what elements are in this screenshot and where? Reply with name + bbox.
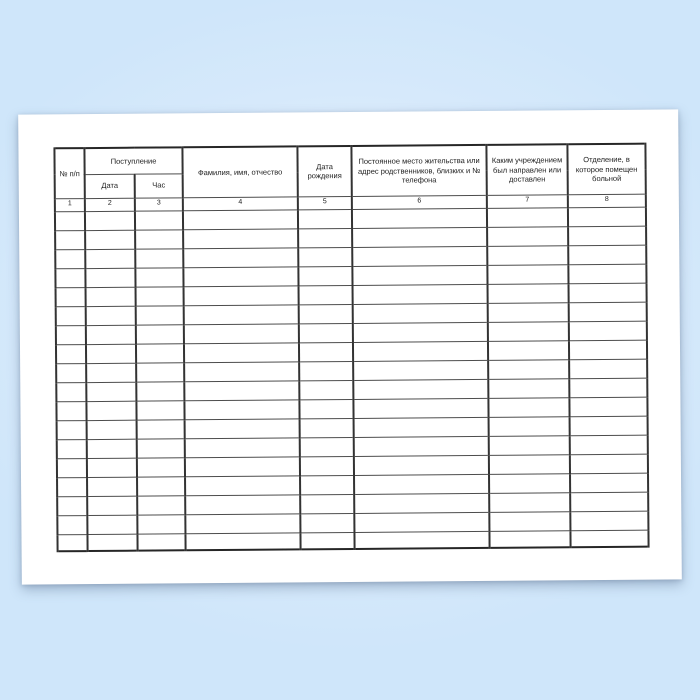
- body-cell: [298, 266, 352, 285]
- column-number: 4: [183, 196, 298, 210]
- body-cell: [299, 380, 353, 399]
- body-cell: [353, 303, 488, 323]
- body-cell: [135, 229, 183, 248]
- body-cell: [136, 286, 184, 305]
- body-cell: [352, 246, 487, 266]
- body-cell: [87, 439, 137, 458]
- body-cell: [86, 382, 136, 401]
- body-cell: [185, 513, 300, 533]
- body-cell: [137, 514, 185, 533]
- body-cell: [299, 285, 353, 304]
- body-cell: [87, 477, 137, 496]
- body-cell: [57, 515, 87, 534]
- body-cell: [85, 268, 135, 287]
- body-cell: [137, 495, 185, 514]
- body-cell: [183, 247, 298, 267]
- body-cell: [137, 476, 185, 495]
- body-cell: [86, 401, 136, 420]
- body-cell: [135, 267, 183, 286]
- body-cell: [300, 532, 354, 549]
- body-cell: [300, 437, 354, 456]
- column-number: 8: [568, 194, 646, 208]
- body-cell: [352, 265, 487, 285]
- body-cell: [568, 207, 646, 227]
- body-cell: [56, 325, 86, 344]
- body-cell: [87, 458, 137, 477]
- header-group-admission: Поступление: [84, 147, 182, 174]
- body-cell: [300, 475, 354, 494]
- body-cell: [299, 399, 353, 418]
- body-cell: [183, 209, 298, 229]
- body-cell: [300, 494, 354, 513]
- column-number: 2: [85, 198, 135, 211]
- column-number: 6: [352, 195, 487, 209]
- body-cell: [488, 321, 569, 341]
- body-cell: [487, 245, 568, 265]
- body-cell: [488, 397, 569, 417]
- body-cell: [353, 360, 488, 380]
- body-cell: [568, 264, 646, 284]
- body-cell: [488, 378, 569, 398]
- body-cell: [487, 226, 568, 246]
- header-admission-date: Дата: [85, 174, 135, 198]
- body-cell: [354, 417, 489, 437]
- body-cell: [489, 473, 570, 493]
- body-cell: [354, 455, 489, 475]
- body-cell: [353, 341, 488, 361]
- body-cell: [489, 454, 570, 474]
- column-number: 1: [55, 198, 85, 211]
- body-cell: [87, 515, 137, 534]
- body-cell: [299, 323, 353, 342]
- body-cell: [298, 247, 352, 266]
- body-row: [57, 530, 648, 552]
- body-cell: [300, 456, 354, 475]
- column-number: 7: [487, 194, 568, 208]
- body-cell: [298, 228, 352, 247]
- body-cell: [56, 344, 86, 363]
- header-admission-hour: Час: [135, 173, 183, 197]
- body-cell: [298, 209, 352, 228]
- body-cell: [354, 512, 489, 532]
- body-cell: [86, 344, 136, 363]
- body-cell: [568, 226, 646, 246]
- body-cell: [185, 475, 300, 495]
- body-cell: [352, 227, 487, 247]
- body-cell: [185, 456, 300, 476]
- body-cell: [86, 306, 136, 325]
- body-cell: [57, 534, 87, 551]
- body-cell: [300, 418, 354, 437]
- body-cell: [137, 419, 185, 438]
- body-cell: [570, 454, 648, 474]
- body-cell: [569, 378, 647, 398]
- body-cell: [185, 418, 300, 438]
- body-cell: [354, 531, 489, 549]
- body-cell: [86, 287, 136, 306]
- body-cell: [354, 474, 489, 494]
- body-cell: [353, 398, 488, 418]
- body-cell: [488, 359, 569, 379]
- body-cell: [488, 302, 569, 322]
- body-cell: [56, 401, 86, 420]
- body-cell: [135, 210, 183, 229]
- body-cell: [136, 400, 184, 419]
- body-cell: [569, 321, 647, 341]
- body-cell: [354, 436, 489, 456]
- body-cell: [56, 382, 86, 401]
- body-cell: [184, 323, 299, 343]
- body-cell: [184, 304, 299, 324]
- body-cell: [85, 249, 135, 268]
- column-number: 5: [298, 196, 352, 209]
- body-cell: [488, 283, 569, 303]
- body-cell: [569, 302, 647, 322]
- header-address: Постоянное место жительства или адрес родственников, близких и № телефона: [351, 145, 486, 196]
- body-cell: [570, 511, 648, 531]
- table-header: [54, 144, 645, 212]
- body-cell: [299, 304, 353, 323]
- body-cell: [183, 266, 298, 286]
- body-cell: [184, 399, 299, 419]
- body-cell: [569, 340, 647, 360]
- body-cell: [569, 359, 647, 379]
- body-cell: [87, 420, 137, 439]
- body-cell: [56, 306, 86, 325]
- body-cell: [55, 268, 85, 287]
- header-serial-number: № п/п: [54, 148, 84, 198]
- body-cell: [57, 420, 87, 439]
- body-cell: [85, 230, 135, 249]
- body-cell: [55, 230, 85, 249]
- body-cell: [353, 379, 488, 399]
- body-cell: [86, 325, 136, 344]
- header-referring-institution: Каким учреждением был направлен или доставлен: [486, 144, 567, 195]
- body-cell: [488, 340, 569, 360]
- body-cell: [55, 211, 85, 230]
- body-cell: [487, 264, 568, 284]
- body-cell: [136, 343, 184, 362]
- body-cell: [299, 361, 353, 380]
- body-cell: [183, 228, 298, 248]
- body-cell: [568, 245, 646, 265]
- header-full-name: Фамилия, имя, отчество: [182, 146, 297, 197]
- body-cell: [185, 437, 300, 457]
- column-number: 3: [135, 197, 183, 210]
- body-cell: [86, 363, 136, 382]
- body-cell: [353, 284, 488, 304]
- body-cell: [570, 435, 648, 455]
- header-birth-date: Дата рождения: [297, 146, 351, 196]
- body-cell: [137, 457, 185, 476]
- body-cell: [184, 285, 299, 305]
- body-cell: [489, 511, 570, 531]
- body-cell: [85, 211, 135, 230]
- body-cell: [185, 532, 300, 550]
- body-cell: [489, 530, 570, 548]
- body-cell: [352, 208, 487, 228]
- body-cell: [487, 207, 568, 227]
- body-cell: [489, 435, 570, 455]
- body-cell: [569, 283, 647, 303]
- body-cell: [570, 492, 648, 512]
- body-cell: [136, 324, 184, 343]
- header-department: Отделение, в которое помещен больной: [567, 144, 645, 195]
- body-cell: [87, 496, 137, 515]
- body-cell: [185, 494, 300, 514]
- body-cell: [56, 363, 86, 382]
- body-cell: [570, 416, 648, 436]
- body-cell: [87, 534, 137, 551]
- body-cell: [184, 342, 299, 362]
- body-cell: [489, 492, 570, 512]
- body-cell: [136, 362, 184, 381]
- table-body: [55, 207, 649, 552]
- body-cell: [136, 305, 184, 324]
- body-cell: [57, 496, 87, 515]
- body-cell: [299, 342, 353, 361]
- body-cell: [57, 458, 87, 477]
- body-cell: [135, 248, 183, 267]
- body-cell: [353, 322, 488, 342]
- body-cell: [57, 439, 87, 458]
- body-cell: [137, 438, 185, 457]
- body-cell: [184, 361, 299, 381]
- body-cell: [57, 477, 87, 496]
- body-cell: [137, 533, 185, 550]
- body-cell: [354, 493, 489, 513]
- body-cell: [300, 513, 354, 532]
- admission-register-table: [53, 143, 649, 553]
- body-cell: [569, 397, 647, 417]
- body-cell: [55, 249, 85, 268]
- body-cell: [56, 287, 86, 306]
- paper-sheet: [18, 109, 682, 584]
- body-cell: [570, 530, 648, 548]
- body-cell: [570, 473, 648, 493]
- body-cell: [489, 416, 570, 436]
- body-cell: [184, 380, 299, 400]
- body-cell: [136, 381, 184, 400]
